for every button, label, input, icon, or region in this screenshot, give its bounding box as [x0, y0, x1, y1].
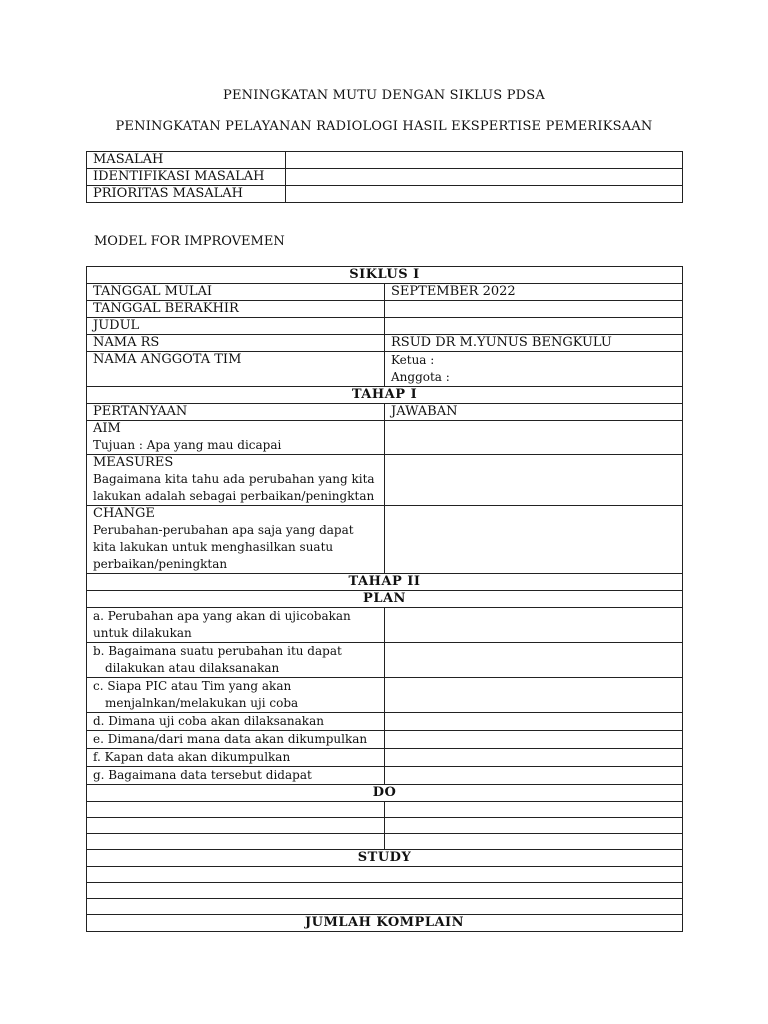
tahap1-header: TAHAP I	[87, 387, 683, 404]
tahap2-header: TAHAP II	[87, 574, 683, 591]
plan-item-e: e. Dimana/dari mana data akan dikumpulkan	[87, 731, 385, 749]
judul-label: JUDUL	[87, 318, 385, 335]
do-row-3-left[interactable]	[87, 834, 385, 850]
document-subtitle: PENINGKATAN PELAYANAN RADIOLOGI HASIL EKSPERTISE PEMERIKSAAN	[115, 119, 653, 134]
measures-answer[interactable]	[385, 455, 683, 506]
identifikasi-masalah-label: IDENTIFIKASI MASALAH	[87, 169, 286, 186]
study-row-1[interactable]	[87, 867, 683, 883]
do-row-2-left[interactable]	[87, 818, 385, 834]
plan-item-e-answer[interactable]	[385, 731, 683, 749]
plan-item-b-line1: b. Bagaimana suatu perubahan itu dapat	[93, 644, 342, 658]
plan-item-b	[87, 643, 385, 678]
aim-title: AIM	[93, 421, 121, 436]
plan-item-c-answer[interactable]	[385, 678, 683, 713]
do-row-1-left[interactable]	[87, 802, 385, 818]
plan-item-a-line1: a. Perubahan apa yang akan di ujicobakan	[93, 609, 351, 623]
plan-item-a	[87, 608, 385, 643]
study-row-3[interactable]	[87, 899, 683, 915]
do-row-2-right[interactable]	[385, 818, 683, 834]
measures-cell	[87, 455, 385, 506]
aim-desc: Tujuan : Apa yang mau dicapai	[93, 438, 282, 452]
change-title: CHANGE	[93, 506, 155, 521]
change-line3: perbaikan/peningktan	[93, 557, 228, 571]
plan-item-d-answer[interactable]	[385, 713, 683, 731]
tanggal-berakhir-label: TANGGAL BERAKHIR	[87, 301, 385, 318]
do-row-1-right[interactable]	[385, 802, 683, 818]
aim-answer[interactable]	[385, 421, 683, 455]
jawaban-header: JAWABAN	[385, 404, 683, 421]
tanggal-mulai-label: TANGGAL MULAI	[87, 284, 385, 301]
plan-item-c-line2: menjalnkan/melakukan uji coba	[105, 696, 299, 710]
plan-header: PLAN	[87, 591, 683, 608]
siklus-header: SIKLUS I	[87, 267, 683, 284]
change-answer[interactable]	[385, 506, 683, 574]
study-row-2[interactable]	[87, 883, 683, 899]
plan-item-g-answer[interactable]	[385, 767, 683, 785]
nama-rs-value[interactable]: RSUD DR M.YUNUS BENGKULU	[385, 335, 683, 352]
measures-line1: Bagaimana kita tahu ada perubahan yang kita	[93, 472, 375, 486]
ketua-label: Ketua :	[391, 353, 435, 367]
plan-item-d: d. Dimana uji coba akan dilaksanakan	[87, 713, 385, 731]
nama-rs-label: NAMA RS	[87, 335, 385, 352]
plan-item-b-answer[interactable]	[385, 643, 683, 678]
measures-title: MEASURES	[93, 455, 174, 470]
do-header: DO	[87, 785, 683, 802]
masalah-label: MASALAH	[87, 152, 286, 169]
study-header: STUDY	[87, 850, 683, 867]
change-cell	[87, 506, 385, 574]
plan-item-a-line2: untuk dilakukan	[93, 626, 192, 640]
plan-item-c-line1: c. Siapa PIC atau Tim yang akan	[93, 679, 292, 693]
plan-item-g: g. Bagaimana data tersebut didapat	[87, 767, 385, 785]
jumlah-komplain-header: JUMLAH KOMPLAIN	[87, 915, 683, 932]
tanggal-mulai-value[interactable]: SEPTEMBER 2022	[385, 284, 683, 301]
aim-cell	[87, 421, 385, 455]
anggota-label: Anggota :	[391, 370, 450, 384]
pdsa-table	[86, 266, 683, 932]
do-row-3-right[interactable]	[385, 834, 683, 850]
document-title: PENINGKATAN MUTU DENGAN SIKLUS PDSA	[223, 88, 545, 103]
tanggal-berakhir-value[interactable]	[385, 301, 683, 318]
masalah-table	[86, 151, 683, 203]
plan-item-c	[87, 678, 385, 713]
identifikasi-masalah-value[interactable]	[286, 169, 683, 186]
plan-item-a-answer[interactable]	[385, 608, 683, 643]
plan-item-f-answer[interactable]	[385, 749, 683, 767]
masalah-value[interactable]	[286, 152, 683, 169]
plan-item-f: f. Kapan data akan dikumpulkan	[87, 749, 385, 767]
nama-anggota-tim-label: NAMA ANGGOTA TIM	[87, 352, 385, 387]
prioritas-masalah-value[interactable]	[286, 186, 683, 203]
pertanyaan-header: PERTANYAAN	[87, 404, 385, 421]
model-label: MODEL FOR IMPROVEMEN	[94, 234, 285, 249]
prioritas-masalah-label: PRIORITAS MASALAH	[87, 186, 286, 203]
plan-item-b-line2: dilakukan atau dilaksanakan	[105, 661, 280, 675]
judul-value[interactable]	[385, 318, 683, 335]
nama-anggota-tim-value[interactable]	[385, 352, 683, 387]
measures-line2: lakukan adalah sebagai perbaikan/peningktan	[93, 489, 375, 503]
change-line2: kita lakukan untuk menghasilkan suatu	[93, 540, 334, 554]
change-line1: Perubahan-perubahan apa saja yang dapat	[93, 523, 354, 537]
